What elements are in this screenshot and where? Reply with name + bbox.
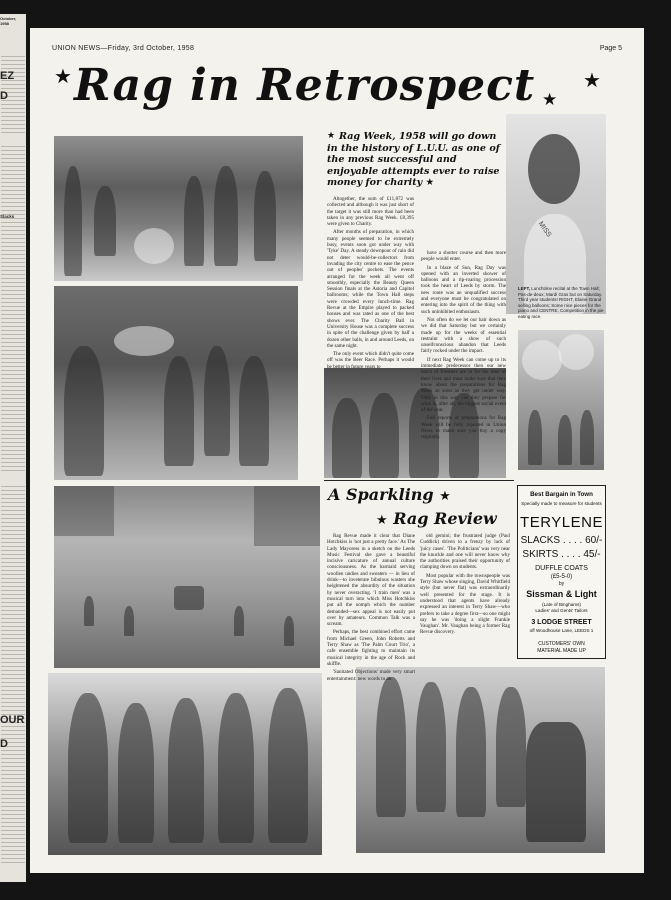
ad-address: 3 LODGE STREET: [531, 619, 592, 626]
ad-slacks-price: SLACKS . . . . 60/-: [520, 535, 603, 546]
ad-skirts-price: SKIRTS . . . . 45/-: [522, 549, 601, 560]
star-icon: ★: [327, 131, 336, 141]
prev-page-fragment: OUR: [0, 714, 25, 726]
ad-company: Sissman & Light: [526, 589, 597, 599]
review-title-line2: ★ Rag Review: [376, 509, 497, 528]
photo-piano-performers: [356, 667, 605, 853]
prev-page-text: [1, 144, 25, 474]
article-column-2: have a shorter course and then more people would enter. In a blaze of Sun, Rag Day was opened with an inverted shower of balloons and a rip-roaring procession took the heart of Leeds by storm. The new route was an unqualified success and everyone must be congratulated on entering into the spirit of the thing with such uninhibited enthusiasm. Not often do we let our hair down as we did that Saturday but we certainly made up for the weeks of essential restraint with a show of such unselfconscious abandon that Leeds fairly rocked under the impact. If next Rag Week can come up to its immediate predecessor then our new batch of Freshers are in for the time of their lives and must make sure that they know about the preparations for Rag Week as soon as they get under way. Only in this way can they prepare for what is, after all, the biggest social event of the year. Full reports of preparations for Rag Week will be fully reported in Union News to make sure you buy a copy regularly.: [421, 250, 506, 441]
ad-duffle-price: (£5-5-0): [550, 574, 573, 580]
subheadline: Rag Week, 1958 will go down in the history of L.U.U. as one of the most successful and enjoyable attempts ever to raise money for charity ★: [327, 131, 500, 189]
previous-page-edge: [0, 14, 26, 882]
photo-band-steps: [54, 136, 303, 281]
photo-balloons: [518, 330, 604, 470]
ad-tagline: Best Bargain in Town: [530, 491, 593, 498]
ad-by: by: [558, 581, 565, 587]
divider: [324, 480, 514, 481]
page-header: UNION NEWS—Friday, 3rd October, 1958: [52, 45, 195, 52]
prev-page-fragment: D: [0, 738, 8, 750]
photo-procession: [54, 486, 320, 668]
ad-late: (Late of Binghams): [542, 602, 581, 607]
star-icon: ★: [542, 90, 558, 110]
tailor-advertisement: [517, 485, 606, 659]
ad-tailors: Ladies' and Gents' Tailors: [535, 608, 588, 613]
prev-page-header: October, 1958: [0, 16, 17, 26]
ad-subtitle: Specially made to measure for students: [521, 501, 602, 506]
ad-address-2: off Woodhouse Lane, LEEDS 1: [529, 628, 594, 633]
ad-footer-2: MATERIAL MADE UP: [537, 648, 586, 654]
newspaper-page: [30, 28, 644, 873]
prev-page-fragment: Slacks: [0, 214, 15, 219]
ad-footer-1: CUSTOMERS' OWN: [538, 641, 585, 647]
star-icon: ★: [54, 64, 72, 88]
headline: Rag in Retrospect: [74, 60, 536, 111]
photo-umbrella-crowd: [54, 286, 298, 480]
prev-page-text: [1, 484, 25, 864]
page-number: Page 5: [599, 45, 622, 52]
review-title-line1: A Sparkling ★: [328, 485, 451, 504]
star-icon: ★: [425, 177, 435, 189]
review-column-1: Rag Revue made it clear that Diane Hotchkiss is 'not just a pretty face.' As The Lady Mayoress in a sketch on the Leeds Music Festival she gave a beautiful incisive caricature of annual culture consciousness. As the barmaid serving woollen undies and sweaters — in lieu of drink—to inveterate bibulous wasters she heightened the absurdity of the situation by never overacting. 'I train men' was a musical turn into which Miss Hotchkiss put all the oomph which the number demanded—sex appeal is not easily put over by amateurs. Common Talk was a scream. Perhaps, the best combined effort came from Michael Green, John Roberts and Terry Shaw as 'The Palm Court Trio', a cafe ensemble fighting to maintain its musical integrity in the age of Rock and skiffle. 'Sanitated Objections' made very smart entertainment: new words to an: [327, 533, 415, 682]
star-icon: ★: [583, 68, 601, 92]
ad-duffle: DUFFLE COATS: [535, 565, 588, 572]
prev-page-fragment: EZ: [0, 70, 15, 82]
photo-caption: LEFT, Lunchtime recital at the Town Hall; Pas-de-deux; Mardi Gras but on Saturday. Third year students! RIGHT, Elaine Grand selling balloons; Some nice pieces for the piano and CENTRE, Competition in the pie eating race.: [518, 286, 604, 319]
ad-product: TERYLENE: [520, 514, 603, 531]
photo-beauty-queen: [506, 114, 606, 314]
article-column-1: Altogether, the sum of £11,872 was collected and although it was just short of the target it was still more than had been taken in any previous Rag Week. £8,395 were given to Charity. After months of preparation, in which many people seemed to be extremely busy, events soon got under way with 'Tyke' Day. A steady downpour of rain did not deter would-be-collectors from invading the city centre to ease the pence out of peoples' pockets. The events arranged for the week all went off smoothly, especially the Beauty Queen Session finals at the Astoria and Capitol ballrooms; while the Town Hall steps were crowded every lunch-time. Rag Revue at the Empire played to packed houses and was rated as one of the best shows ever. The Charity Ball in University House was a complete success in spite of the challenge given by half a dozen other balls, in and around Leeds, on the same night. The only event which didn't quite come off was the Beer Race. Perhaps it would be better in future years to: [327, 196, 414, 370]
review-column-2: old gemini; the frustrated judge (Paul Cuddick) driven to a frenzy by lack of 'juicy cases'. 'The Politicians' was very near the knuckle and one will never know why the authorities praised their opportunity of clamping down on students. Most popular with the townspeople was Terry Shaw whose singing, David Whitfield style (but never flat) was extraordinarily well presented for the stage. It is understood that agents have already expressed an interest in Terry Shaw—who prefers to take a degree first—so one might say he was 'doing a slight Frankie Vaughan'. Mr. Vaughan being a former Rag Revue discovery.: [420, 533, 510, 636]
sash-text: MISS: [536, 220, 553, 239]
prev-page-fragment: D: [0, 90, 8, 102]
photo-costumed-students: [48, 673, 322, 855]
